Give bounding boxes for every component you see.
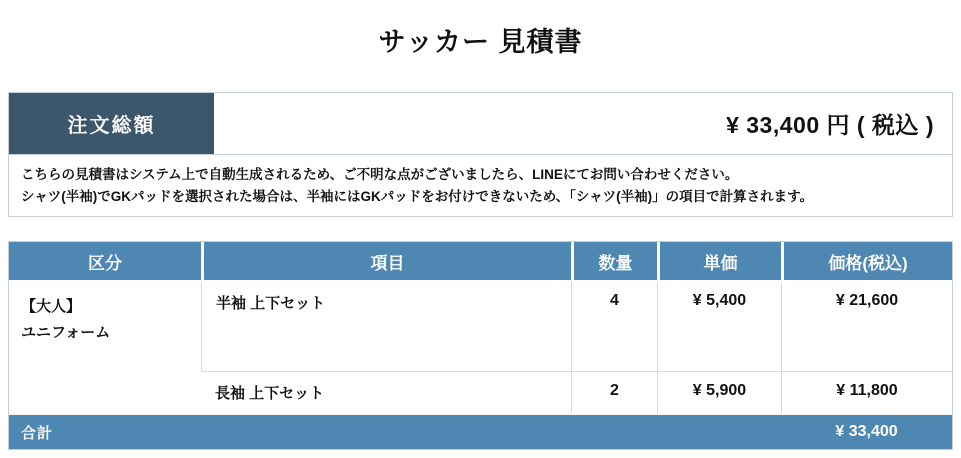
- quantity-cell: 4: [571, 282, 657, 371]
- total-label: 合計: [9, 413, 781, 449]
- table-header-row: [9, 242, 952, 282]
- category-line-1: 【大人】: [21, 298, 82, 316]
- price-cell: ¥ 11,800: [781, 371, 952, 413]
- page-title: サッカー 見積書: [378, 27, 583, 57]
- col-header-item: 項目: [201, 242, 571, 282]
- order-total-row: [9, 93, 952, 154]
- order-total-label: 注文総額: [9, 93, 214, 154]
- col-header-quantity: 数量: [571, 242, 657, 282]
- order-total-amount: ¥ 33,400 円 ( 税込 ): [726, 112, 934, 138]
- item-cell: 長袖 上下セット: [201, 371, 571, 413]
- quote-table: [8, 241, 953, 450]
- total-amount: ¥ 33,400: [781, 413, 952, 449]
- unit-price-cell: ¥ 5,400: [657, 282, 781, 371]
- price-cell: ¥ 21,600: [781, 282, 952, 371]
- item-cell: 半袖 上下セット: [201, 282, 571, 371]
- quantity-cell: 2: [571, 371, 657, 413]
- col-header-category: 区分: [9, 242, 201, 282]
- total-row: [9, 413, 952, 449]
- note-box: [9, 154, 952, 216]
- col-header-unit-price: 単価: [657, 242, 781, 282]
- category-line-2: ユニフォーム: [21, 323, 111, 341]
- category-cell: [9, 282, 201, 413]
- unit-price-cell: ¥ 5,900: [657, 371, 781, 413]
- order-summary-box: [8, 92, 953, 217]
- note-line-1: こちらの見積書はシステム上で自動生成されるため、ご不明な点がございましたら、LINEにてお問い合わせください。: [21, 167, 739, 182]
- note-line-2: シャツ(半袖)でGKパッドを選択された場合は、半袖にはGKパッドをお付けできないため、「シャツ(半袖)」の項目で計算されます。: [21, 188, 814, 204]
- table-row: [9, 282, 952, 371]
- col-header-price: 価格(税込): [781, 242, 952, 282]
